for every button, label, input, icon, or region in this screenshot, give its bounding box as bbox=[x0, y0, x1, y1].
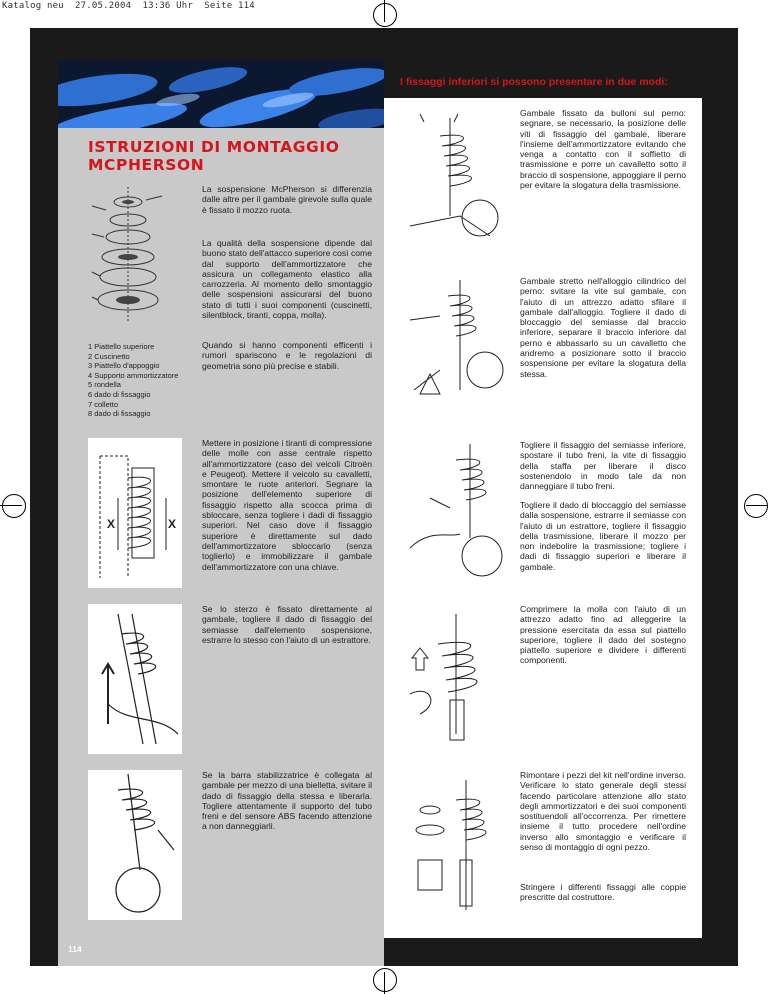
bolted-strut-figure bbox=[400, 106, 508, 254]
noise-paragraph: Quando si hanno componenti efficenti i rumori spariscono e le regolazioni di geometria sono più precise e stabili. bbox=[202, 340, 372, 371]
intro-paragraph: La sospensione McPherson si differenzia dalle altre per il gambale girevole sulla quale è fissato il mozzo ruota. bbox=[202, 184, 372, 215]
page-number: 114 bbox=[68, 944, 82, 954]
legend-item: 1 Piattello superiore bbox=[88, 342, 155, 351]
registration-mark bbox=[2, 494, 26, 518]
legend-item: 7 colletto bbox=[88, 399, 119, 409]
driveshaft-text: Togliere il dado di bloccaggio del semiasse dalla sospensione, estrarre il semiasse con l'aiuto di un estrattore, togliere il fissaggio della trasmissione, liberare il mozzo per non indebolire la trasmissione; togliere i dadi di fissaggio superiori e liberare il gambale. bbox=[520, 500, 686, 572]
registration-mark bbox=[373, 3, 397, 27]
registration-mark bbox=[744, 494, 768, 518]
tie-rods-paragraph: Mettere in posizione i tiranti di compressione delle molle con asse centrale rispetto all'ammortizzatore (caso dei veicoli Citroën e Peugeot). Mettere il veicolo su cavalletti, smontare le ruote anteriori. Segnare la posizione dell'elemento superiore di fissaggio rispetto alla scocca prima di sbloccare, senza togliere i dadi di fissaggio superiori. Nel caso dove il fissaggio superiore è direttamente sul dado dell'ammortizzatore sbloccarlo (senza toglierlo) e immobilizzare il gambale dell'ammortizzatore con una chiave. bbox=[202, 438, 372, 572]
steering-paragraph: Se lo sterzo è fissato direttamente al gambale, togliere il dado di fissaggio del semiasse dall'elemento sospensione, estrarre lo stesso con l'aiuto di un estrattore. bbox=[202, 604, 372, 645]
brake-hose-text: Togliere il fissaggio del semiasse inferiore, spostare il tubo freni, la vite di fissaggio della staffa per liberare il disco sostenendolo in modo tale da non danneggiare il tubo freni. bbox=[520, 440, 686, 492]
spring-compressor-figure bbox=[400, 604, 508, 752]
steering-figure bbox=[88, 604, 182, 754]
legend-item: 5 rondella bbox=[88, 380, 121, 390]
title-line-1: ISTRUZIONI DI MONTAGGIO bbox=[88, 138, 340, 156]
legend-item: 2 Cuscinetto bbox=[88, 351, 130, 361]
quality-paragraph: La qualità della sospensione dipende dal buono stato dell'attacco superiore così come dal supporto dell'ammortizzatore che assicura un collegamento elastico alla carrozzeria. Al momento dello smontaggio delle sospensioni assicurarsi del buono stato di tutti i suoi componenti (cuscinetti, silentblock, tiranti, coppa, molla). bbox=[202, 238, 372, 321]
clamped-strut-figure bbox=[400, 270, 508, 418]
bolted-strut-text: Gambale fissato da bulloni sul perno: segnare, se necessario, la posizione delle viti di fissaggio del gambale, liberare l'insieme dell'ammortizzatore evitando che venga a contatto con il soffietto di trasmissione e porre un cavalletto sotto il braccio di sospensione, appoggiare il perno per evitare la slogatura della trasmissione. bbox=[520, 108, 686, 191]
stabilizer-figure bbox=[88, 770, 182, 920]
registration-mark bbox=[373, 968, 397, 992]
stabilizer-paragraph: Se la barra stabilizzatrice è collegata al gambale per mezzo di una bielletta, svitare il dado di fissaggio della stessa e liberarla. Togliere attentamente il supporto del tubo freni e del sensore ABS facendo attenzione a non danneggiarli. bbox=[202, 770, 372, 832]
reassembly-text: Rimontare i pezzi del kit nell'ordine inverso. Verificare lo stato generale degli stessi facendo particolare attenzione allo stato degli ammortizzatori e dei suoi componenti sostituendoli all'occorrenza. Per rimettere insieme il tutto procedere nell'ordine inverso allo smontaggio e verificare il senso di montaggio di ogni pezzo. bbox=[520, 770, 686, 853]
exploded-view-figure bbox=[88, 182, 178, 332]
x-label: X bbox=[168, 517, 177, 531]
compression-figure bbox=[88, 438, 182, 588]
print-slug: Katalog neu 27.05.2004 13:36 Uhr Seite 114 bbox=[2, 1, 255, 11]
reassembly-figure bbox=[400, 770, 508, 918]
spring-compress-text: Comprimere la molla con l'aiuto di un attrezzo adatto fino ad alleggerire la pressione esercitata da essa sul piattello superiore, togliere il dado del sostegno piattello superiore e dividere i differenti componenti. bbox=[520, 604, 686, 666]
legend-item: 8 dado di fissaggio bbox=[88, 409, 151, 419]
clamped-strut-text: Gambale stretto nell'alloggio cilindrico del perno: svitare la vite sul gambale, con l'aiuto di un attrezzo adatto sfilare il gambale dall'alloggio. Togliere il dado di bloccaggio del semiasse dal braccio inferiore, separare il braccio inferiore dal perno e abbassarlo su un cavalletto che andremo a posizionare sotto il braccio sospensione per evitare la slogatura della stessa. bbox=[520, 276, 686, 379]
right-heading: I fissaggi inferiori si possono presentare in due modi: bbox=[400, 76, 668, 88]
brake-hose-figure bbox=[400, 438, 508, 586]
x-label: X bbox=[107, 517, 116, 531]
legend-item: 6 dado di fissaggio bbox=[88, 389, 151, 399]
header-spring-photo bbox=[58, 60, 384, 136]
legend-item: 3 Piattello d'appoggio bbox=[88, 361, 160, 371]
page-title bbox=[88, 138, 378, 174]
torque-text: Stringere i differenti fissaggi alle coppie prescritte dal costruttore. bbox=[520, 882, 686, 903]
title-line-2: MCPHERSON bbox=[88, 156, 205, 174]
parts-legend bbox=[88, 342, 178, 419]
legend-item: 4 Supporto ammortizzatore bbox=[88, 370, 179, 380]
